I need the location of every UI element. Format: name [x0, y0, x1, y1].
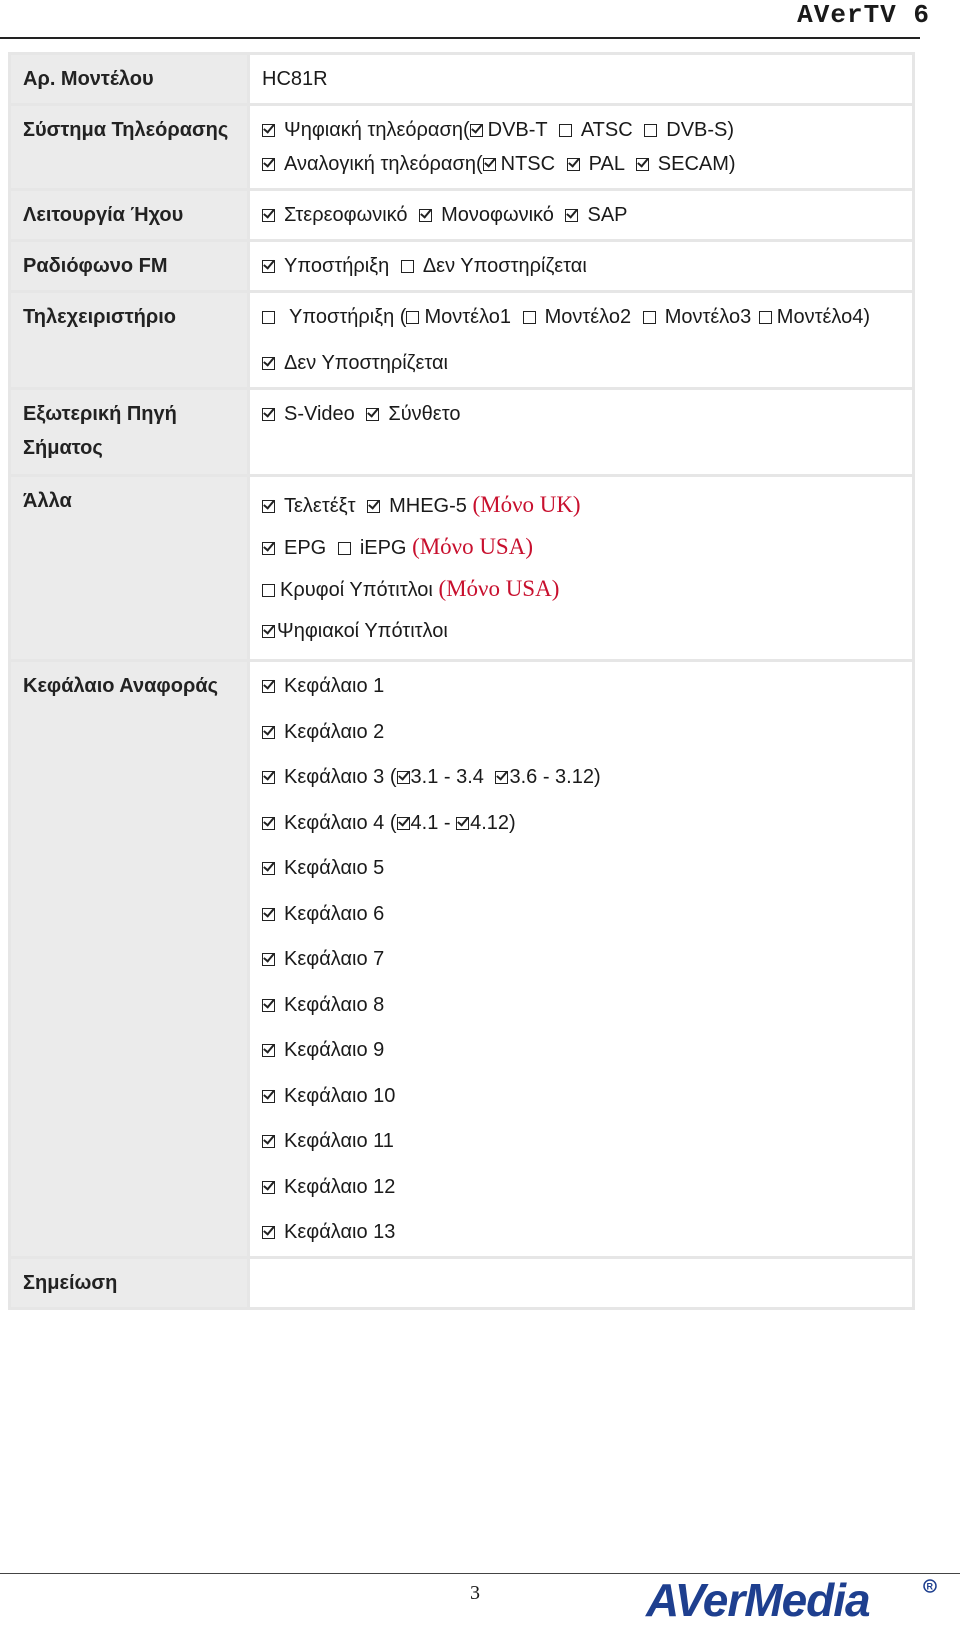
row-value-fm-radio [250, 242, 912, 290]
text: 3.6 - 3.12) [509, 766, 601, 788]
table-row [11, 293, 912, 387]
text: SAP [587, 204, 628, 226]
digital-subtitles-line [262, 610, 900, 652]
text: Αναλογική τηλεόραση( [284, 153, 483, 175]
row-value-external-source [250, 390, 912, 474]
text: Κεφάλαιο 1 [284, 675, 385, 697]
text: PAL [588, 153, 625, 175]
checked-box-icon [262, 1135, 275, 1148]
unchecked-box-icon [338, 542, 351, 555]
epg-line [262, 526, 900, 568]
text: Κεφάλαιο 11 [284, 1130, 394, 1152]
row-value-chapter-reference [250, 662, 912, 1256]
chapter-line [262, 715, 900, 761]
text: MHEG-5 [389, 495, 467, 517]
teletext-line [262, 484, 900, 526]
chapter-line [262, 669, 900, 715]
unchecked-box-icon [262, 584, 275, 597]
text: S-Video [284, 403, 355, 425]
text: Κεφάλαιο 5 [284, 857, 385, 879]
region-note: (Μόνο USA) [412, 534, 533, 559]
checked-box-icon [262, 1226, 275, 1239]
region-note: (Μόνο UK) [472, 492, 581, 517]
unchecked-box-icon [643, 311, 656, 324]
text: Δεν Υποστηρίζεται [284, 352, 448, 374]
text: Μοντέλο2 [544, 306, 632, 328]
checked-box-icon [262, 625, 275, 638]
row-label-tv-system: Σύστημα Τηλεόρασης [11, 106, 247, 188]
text: Δεν Υποστηρίζεται [422, 255, 587, 277]
remote-unsupported-line [262, 346, 900, 380]
analog-tv-line [262, 147, 900, 181]
closed-captions-line [262, 568, 900, 610]
text: Κεφάλαιο 4 ( [284, 811, 397, 834]
text: Μοντέλο4) [776, 306, 870, 328]
svg-text:AVerMedia: AVerMedia [646, 1576, 870, 1622]
row-label-audio: Λειτουργία Ήχου [11, 191, 247, 239]
text: Μοντέλο1 [424, 306, 512, 328]
checked-box-icon [636, 158, 649, 171]
chapter-line [262, 1124, 900, 1170]
checked-box-icon [262, 1090, 275, 1103]
checked-box-icon [262, 158, 275, 171]
unchecked-box-icon [644, 124, 657, 137]
row-value-tv-system [250, 106, 912, 188]
checked-box-icon [419, 209, 432, 222]
checked-box-icon [456, 817, 469, 830]
chapter-line [262, 942, 900, 988]
checked-box-icon [262, 209, 275, 222]
table-row [11, 477, 912, 659]
text: Ψηφιακοί Υπότιτλοι [277, 620, 448, 642]
text: DVB-T [487, 119, 548, 141]
avermedia-logo [642, 1576, 942, 1627]
unchecked-box-icon [559, 124, 572, 137]
checked-box-icon [366, 408, 379, 421]
checked-box-icon [397, 817, 410, 830]
checked-box-icon [367, 500, 380, 513]
checked-box-icon [262, 542, 275, 555]
table-row [11, 1259, 912, 1307]
unchecked-box-icon [759, 311, 772, 324]
checked-box-icon [262, 680, 275, 693]
checked-box-icon [262, 124, 275, 137]
checked-box-icon [262, 726, 275, 739]
checked-box-icon [262, 771, 275, 784]
text: Μονοφωνικό [441, 204, 554, 226]
text: Κρυφοί Υπότιτλοι [280, 579, 433, 601]
checked-box-icon [262, 500, 275, 513]
row-label-other: Άλλα [11, 477, 247, 659]
row-label-remote: Τηλεχειριστήριο [11, 293, 247, 387]
checked-box-icon [262, 408, 275, 421]
text: Μοντέλο3 [664, 306, 752, 328]
row-label-model: Αρ. Μοντέλου [11, 55, 247, 103]
chapter-line [262, 851, 900, 897]
text: NTSC [500, 153, 556, 175]
text: ATSC [580, 119, 633, 141]
checked-box-icon [262, 953, 275, 966]
text: Κεφάλαιο 9 [284, 1039, 385, 1061]
text: 3.1 - 3.4 [410, 766, 484, 788]
svg-text:R: R [926, 1581, 933, 1592]
table-row [11, 390, 912, 474]
text: SECAM) [657, 153, 736, 175]
text: Τελετέξτ [284, 495, 356, 517]
text: Κεφάλαιο 6 [284, 902, 385, 925]
chapter-line [262, 806, 900, 852]
chapter-line [262, 760, 900, 806]
spec-table [8, 52, 915, 1310]
chapter-line [262, 897, 900, 943]
checked-box-icon [262, 999, 275, 1012]
chapter-line [262, 988, 900, 1034]
checked-box-icon [262, 357, 275, 370]
chapter-line [262, 1033, 900, 1079]
checked-box-icon [567, 158, 580, 171]
text: Ψηφιακή τηλεόραση( [284, 119, 470, 141]
chapter-line [262, 1170, 900, 1216]
row-label-note: Σημείωση [11, 1259, 247, 1307]
unchecked-box-icon [401, 260, 414, 273]
checked-box-icon [397, 771, 410, 784]
audio-line [262, 198, 900, 232]
fm-line [262, 249, 900, 283]
checked-box-icon [262, 260, 275, 273]
unchecked-box-icon [523, 311, 536, 324]
checked-box-icon [262, 1044, 275, 1057]
table-row [11, 242, 912, 290]
checked-box-icon [470, 124, 483, 137]
table-row [11, 191, 912, 239]
checked-box-icon [483, 158, 496, 171]
row-label-fm-radio: Ραδιόφωνο FM [11, 242, 247, 290]
row-label-chapter-reference: Κεφάλαιο Αναφοράς [11, 662, 247, 1256]
chapter-line [262, 1079, 900, 1125]
text: Κεφάλαιο 13 [284, 1221, 396, 1243]
row-label-external-source: Εξωτερική Πηγή Σήματος [11, 390, 247, 474]
text: Σύνθετο [388, 403, 461, 425]
chapter-line [262, 1215, 900, 1249]
text: Κεφάλαιο 12 [284, 1175, 396, 1198]
text: 4.12) [470, 811, 516, 834]
checked-box-icon [262, 908, 275, 921]
row-value-other [250, 477, 912, 659]
table-row [11, 106, 912, 188]
checked-box-icon [262, 862, 275, 875]
text: DVB-S) [666, 119, 735, 141]
text: EPG [284, 537, 327, 559]
text: Κεφάλαιο 8 [284, 993, 385, 1016]
text: Κεφάλαιο 2 [284, 720, 385, 743]
checked-box-icon [565, 209, 578, 222]
checked-box-icon [495, 771, 508, 784]
digital-tv-line [262, 113, 900, 147]
checked-box-icon [262, 1181, 275, 1194]
table-row [11, 662, 912, 1256]
region-note: (Μόνο USA) [438, 576, 560, 601]
remote-support-line [262, 300, 900, 334]
text: Υποστήριξη [284, 255, 390, 277]
footer-rule [0, 1573, 960, 1574]
document-header-title: AVerTV 6 [797, 0, 930, 30]
text: Στερεοφωνικό [284, 204, 408, 226]
model-number: HC81R [262, 68, 328, 90]
text: Κεφάλαιο 3 ( [284, 766, 397, 788]
header-rule [0, 37, 920, 39]
row-value-remote [250, 293, 912, 387]
checked-box-icon [262, 817, 275, 830]
text: iEPG [359, 537, 407, 559]
text: 4.1 - [410, 811, 457, 834]
unchecked-box-icon [262, 311, 275, 324]
external-source-line [262, 397, 900, 431]
text: Υποστήριξη ( [289, 306, 407, 328]
page-number: 3 [470, 1582, 480, 1604]
unchecked-box-icon [406, 311, 419, 324]
row-value-audio [250, 191, 912, 239]
row-value-note [250, 1259, 912, 1307]
text: Κεφάλαιο 7 [284, 948, 385, 970]
text: Κεφάλαιο 10 [284, 1084, 396, 1107]
row-value-model [250, 55, 912, 103]
table-row [11, 55, 912, 103]
